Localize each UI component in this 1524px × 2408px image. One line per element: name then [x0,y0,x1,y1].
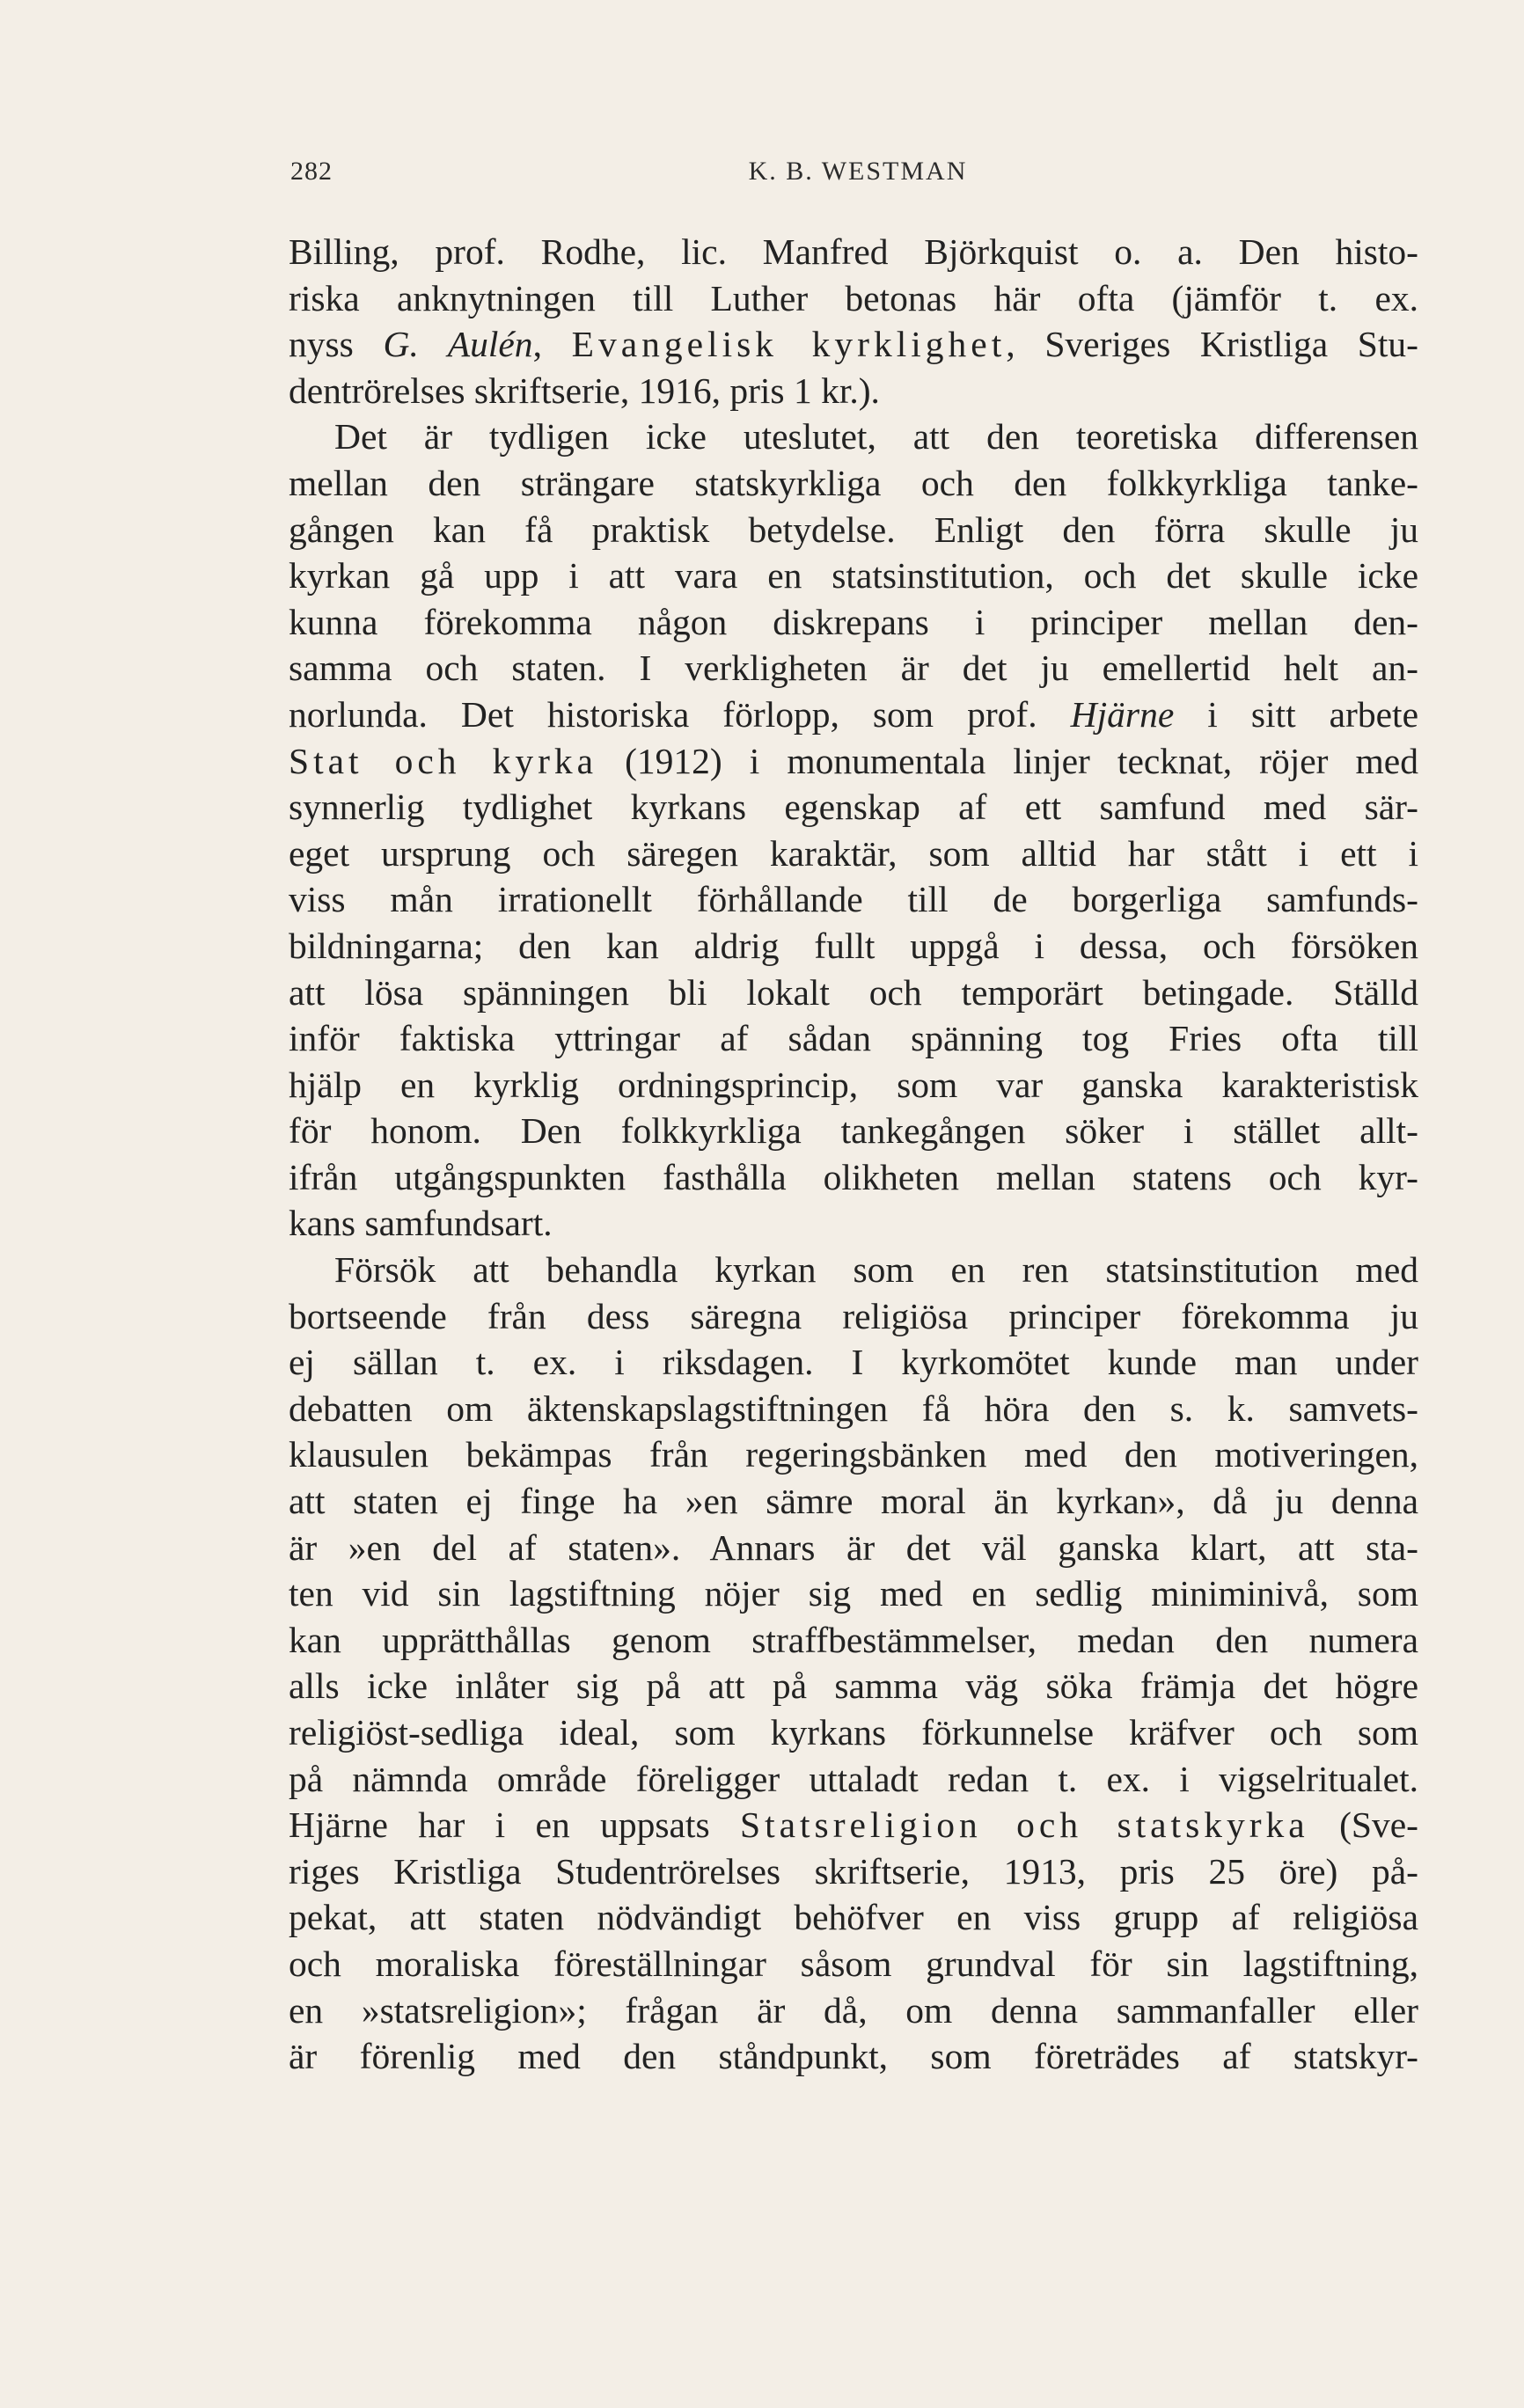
spaced-title: Evangelisk kyrklighet [571,324,1007,365]
text-line [289,1293,1418,1340]
text-run: riges Kristliga Studentrörelses skriftserie, 1913, pris 25 öre) på- [289,1850,1418,1892]
text-line [289,1247,1418,1293]
text-run: debatten om äktenskapslagstiftningen få höra den s. k. samvets- [289,1387,1418,1429]
text-run: hjälp en kyrklig ordningsprincip, som var ganska karakteristisk [289,1064,1418,1105]
text-line [289,1848,1418,1895]
italic-name: G. Aulén [383,324,533,365]
text-run: för honom. Den folkkyrkliga tankegången söker i stället allt- [289,1110,1418,1152]
text-run: (Sve- [1308,1804,1418,1846]
text-line [289,1386,1418,1432]
text-line [289,923,1418,970]
text-line [289,784,1418,831]
text-run: dentrörelses skriftserie, 1916, pris 1 kr.). [289,370,880,411]
text-run: kans samfundsart. [289,1203,553,1244]
text-run: kunna förekomma någon diskrepans i principer mellan den- [289,601,1418,642]
text-run: ifrån utgångspunkten fasthålla olikheten mellan statens och kyr- [289,1156,1418,1197]
text-run: Hjärne har i en uppsats [289,1804,740,1846]
spaced-title: Statsreligion och statskyrka [739,1804,1309,1846]
text-line [289,970,1418,1016]
text-run: , [532,324,572,365]
text-line [289,1478,1418,1525]
text-run: Det är tydligen icke uteslutet, att den teoretiska differensen [334,416,1418,457]
text-run: är förenlig med den ståndpunkt, som företrädes af statskyr- [289,2036,1418,2077]
text-line [289,229,1418,275]
text-run: samma och staten. I verkligheten är det ju emellertid helt an- [289,648,1418,689]
text-run: pekat, att staten nödvändigt behöfver en viss grupp af religiösa [289,1897,1418,1938]
text-line [289,1570,1418,1617]
text-line [289,460,1418,507]
text-line [289,321,1418,368]
text-run: att staten ej finge ha »en sämre moral än kyrkan», då ju denna [289,1481,1418,1522]
text-run: kan upprätthållas genom straffbestämmelser, medan den numera [289,1619,1418,1660]
text-run: kyrkan gå upp i att vara en statsinstitution, och det skulle icke [289,555,1418,597]
text-run: viss mån irrationellt förhållande till de borgerliga samfunds- [289,879,1418,920]
text-line [289,368,1418,414]
text-run: en »statsreligion»; frågan är då, om denna sammanfaller eller [289,1989,1418,2031]
text-line [289,876,1418,923]
text-line [289,1015,1418,1062]
text-run: gången kan få praktisk betydelse. Enligt den förra skulle ju [289,509,1418,550]
text-run: Försök att behandla kyrkan som en ren statsinstitution med [334,1249,1418,1291]
text-run: bildningarna; den kan aldrig fullt uppgå i dessa, och försöken [289,925,1418,966]
text-run: mellan den strängare statskyrkliga och den folkkyrkliga tanke- [289,462,1418,503]
text-line [289,275,1418,322]
text-run: (1912) i monumentala linjer tecknat, röjer med [597,740,1418,781]
text-run: norlunda. Det historiska förlopp, som prof. [289,693,1071,735]
text-run: riska anknytningen till Luther betonas här ofta (jämför t. ex. [289,277,1418,318]
text-run: klausulen bekämpas från regeringsbänken med den motiveringen, [289,1434,1418,1475]
text-run: ten vid sin lagstiftning nöjer sig med en sedlig miniminivå, som [289,1573,1418,1614]
text-run: i sitt arbete [1174,693,1418,735]
text-line [289,1108,1418,1154]
text-run: eget ursprung och säregen karaktär, som alltid har stått i ett i [289,832,1418,874]
text-line [289,1617,1418,1664]
text-run: är »en del af staten». Annars är det väl ganska klart, att sta- [289,1526,1418,1568]
text-line [289,1663,1418,1709]
text-run: synnerlig tydlighet kyrkans egenskap af ett samfund med sär- [289,787,1418,828]
text-line [289,1802,1418,1848]
text-line [289,1987,1418,2034]
page-header [290,157,1434,201]
text-line [289,1941,1418,1987]
spaced-title: Stat och kyrka [289,740,598,781]
text-run: , Sveriges Kristliga Stu- [1006,324,1418,365]
text-line [289,553,1418,599]
text-line [289,692,1418,738]
text-line [289,1339,1418,1386]
text-line [289,1525,1418,1571]
text-run: att lösa spänningen bli lokalt och temporärt betingade. Ställd [289,971,1418,1013]
text-run: ej sällan t. ex. i riksdagen. I kyrkomötet kunde man under [289,1342,1418,1383]
text-line [289,599,1418,646]
text-line [289,1154,1418,1201]
text-line [289,507,1418,553]
running-head: K. B. WESTMAN [748,157,968,186]
text-run: nyss [289,324,384,365]
text-line [289,1756,1418,1803]
text-line [289,414,1418,460]
text-run: religiöst-sedliga ideal, som kyrkans förkunnelse kräfver och som [289,1712,1418,1753]
text-line [289,1200,1418,1247]
text-line [289,1431,1418,1478]
text-line [289,1894,1418,1941]
text-line [289,738,1418,785]
text-run: Billing, prof. Rodhe, lic. Manfred Björkquist o. a. Den histo- [289,231,1418,272]
text-run: alls icke inlåter sig på att på samma väg söka främja det högre [289,1665,1418,1707]
text-line [289,1062,1418,1109]
italic-name: Hjärne [1070,693,1175,735]
text-run: och moraliska föreställningar såsom grundval för sin lagstiftning, [289,1943,1418,1984]
text-line [289,831,1418,877]
text-line [289,1709,1418,1756]
text-line [289,645,1418,692]
page-number: 282 [290,157,333,186]
body-text [289,229,1418,2080]
text-run: på nämnda område föreligger uttaladt redan t. ex. i vigselritualet. [289,1758,1418,1799]
text-run: inför faktiska yttringar af sådan spänning tog Fries ofta till [289,1018,1418,1059]
text-line [289,2033,1418,2080]
text-run: bortseende från dess säregna religiösa principer förekomma ju [289,1295,1418,1336]
